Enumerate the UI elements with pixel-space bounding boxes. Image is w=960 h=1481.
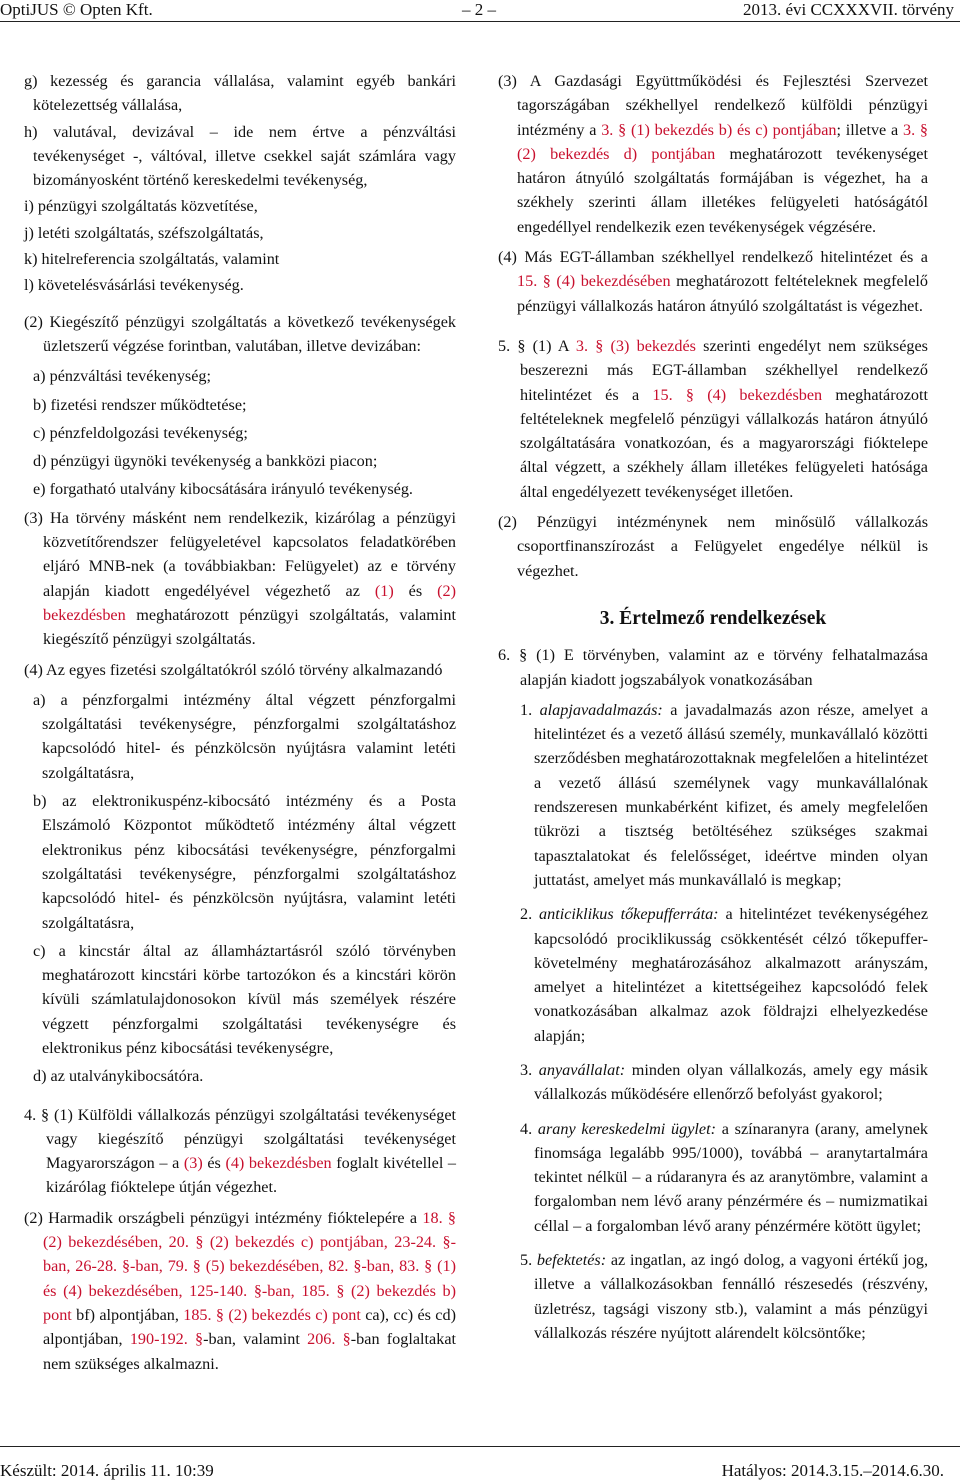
footer-rule (0, 1446, 960, 1447)
definition-4: 4. arany kereskedelmi ügylet: a színaranyra (arany, amelynek finomsága legalább 995/1000), továbbá – aranytartalmára tekintet nélkül – a rúdaranyra és az aranytömbre, valamint a forgalomban nem lévő arany pénzérmére és – numizmatikai céllal – a forgalomban lévő arany pénzérmére kötött ügylet; (520, 1119, 929, 1235)
item-2a: a) pénzváltási tevékenység; (33, 367, 211, 386)
validity-period: Hatályos: 2014.3.15.–2014.6.30. (721, 1461, 944, 1480)
section-5-paragraph-2: (2) Pénzügyi intézménynek nem minősülő vállalkozás csoportfinanszírozást a Felügyelet engedélye nélkül is végezhet. (498, 513, 928, 580)
item-k: k) hitelreferencia szolgáltatás, valamint (24, 250, 280, 269)
item-2c: c) pénzfeldolgozási tevékenység; (33, 423, 248, 442)
item-4d: d) az utalványkibocsátóra. (33, 1067, 204, 1086)
section-6: 6. § (1) E törvényben, valamint az e törvény felhatalmazása alapján kiadott jogszabályok vonatkozásában (498, 646, 928, 689)
page-header (0, 0, 960, 20)
item-4b: b) az elektronikuspénz-kibocsátó intézmény és a Posta Elszámoló Központot működtető intézmény által végzett elektronikus pénz kibocsátási tevékenységre, pénzforgalmi szolgáltatási tevékenységre, pénzforgalmi szolgáltatáshoz kapcsolódó hitel- és pénzkölcsön nyújtásra, valamint letéti szolgáltatásra, (33, 792, 456, 932)
reference-link[interactable]: 18. § (2) bekezdésében, 20. § (2) bekezdés c) pontjában, 23-24. §-ban, 26-28. §-ban, 79. § (5) bekezdésében, 82. §-ban, 83. § (1) és (4) bekezdésében, 125-140. §-ban, 185. § (2) bekezdés b) pont (43, 1208, 457, 1324)
section-heading: 3. Értelmező rendelkezések (599, 607, 827, 629)
item-2e: e) forgatható utalvány kibocsátására irányuló tevékenység. (33, 480, 413, 499)
paragraph-3-right: (3) A Gazdasági Együttműködési és Fejlesztési Szervezet tagországában székhellyel rendelkező külföldi pénzügyi intézmény a 3. § (1) bekezdés b) és c) pontjában; illetve a 3. § (2) bekezdés d) pontjában meghatározott tevékenységet határon átnyúló szolgáltatás formájában is végezhet, ha a székhely szerinti állam illetékes felügyeleti hatóságától engedéllyel rendelkezik ezen tevékenységek végzésére. (498, 72, 929, 236)
reference-link[interactable]: 190-192. § (129, 1330, 204, 1349)
header-rule (0, 21, 960, 22)
left-column (24, 69, 456, 1382)
reference-link[interactable]: 206. § (307, 1330, 351, 1349)
section-4-paragraph-2: (2) Harmadik országbeli pénzügyi intézmény fióktelepére a 18. § (2) bekezdésében, 20. § (2) bekezdés c) pontjában, 23-24. §-ban, 26-28. §-ban, 79. § (5) bekezdésében, 82. §-ban, 83. § (1) és (4) bekezdésében, 125-140. §-ban, 185. § (2) bekezdés b) pont bf) alpontjában, 185. § (2) bekezdés c) pont ca), cc) és cd) alpontjában, 190-192. §-ban, valamint 206. §-ban foglaltakat nem szükséges alkalmazni. (24, 1208, 457, 1373)
reference-link[interactable]: (3) (183, 1154, 203, 1173)
reference-link[interactable]: 3. § (1) bekezdés b) és c) pontjában (601, 120, 837, 139)
reference-link[interactable]: 15. § (4) bekezdésben (652, 385, 823, 404)
item-2d: d) pénzügyi ügynöki tevékenység a bankközi piacon; (33, 452, 378, 471)
publisher: OptiJUS © Opten Kft. (0, 0, 153, 19)
definition-2: 2. anticiklikus tőkepufferráta: a hitelintézet tevékenységéhez kapcsolódó prociklikusság csökkentését célzó tőkepuffer-követelmény meghatározásához alkalmazott arányszám, amelyet a hitelintézet a kitettségeihez kapcsolódó felek vonatkozásában alkalmaz azok földrajzi elhelyezkedése alapján; (520, 905, 929, 1045)
reference-link[interactable]: 15. § (4) bekezdésében (517, 272, 671, 291)
reference-link[interactable]: (2) bekezdésben (43, 581, 456, 624)
paragraph-4: (4) Az egyes fizetési szolgáltatókról szóló törvény alkalmazandó (24, 660, 443, 679)
paragraph-3: (3) Ha törvény másként nem rendelkezik, kizárólag a pénzügyi közvetítőrendszer felügyeletével kapcsolatos feladatkörében eljáró MNB-nek (a továbbiakban: Felügyelet) az e törvény alapján kiadott engedélyével végezhető az (1) és (2) bekezdésben meghatározott pénzügyi szolgáltatás, valamint kiegészítő pénzügyi szolgáltatás. (24, 508, 456, 649)
item-j: j) letéti szolgáltatás, széfszolgáltatás, (24, 223, 264, 242)
paragraph-4-right: (4) Más EGT-államban székhellyel rendelkező hitelintézet és a 15. § (4) bekezdésében meghatározott feltételeknek megfelelő pénzügyi vállalkozás határon átnyúló szolgáltatást is végezhet. (498, 248, 928, 315)
item-4a: a) a pénzforgalmi intézmény által végzett pénzforgalmi szolgáltatási tevékenységre, pénzforgalmi szolgáltatáshoz kapcsolódó hitel- és pénzkölcsön nyújtásra valamint letéti szolgáltatásra, (33, 690, 456, 782)
law-title: 2013. évi CCXXXVII. törvény (742, 0, 954, 19)
paragraph-2: (2) Kiegészítő pénzügyi szolgáltatás a következő tevékenységek üzletszerű végzése forintban, valutában, illetve devizában: (24, 312, 456, 355)
definition-1: 1. alapjavadalmazás: a javadalmazás azon része, amelyet a hitelintézet és a vezető állású személy, munkavállaló közötti szerződésben meghatározottaknak megfelelően a hitelintézet a vezető állású személynek vagy munkavállalónak rendszeresen munkabérként kifizet, és amely megfelelően tükrözi a tisztség betöltéséhez szükséges szakmai tapasztalatokat és felelősséget, ideértve minden olyan juttatást, amelyet más munkavállaló is megkap; (520, 700, 928, 889)
reference-link[interactable]: 185. § (2) bekezdés c) pont (183, 1305, 361, 1324)
page-number: – 2 – (462, 0, 496, 19)
reference-link[interactable]: 3. § (2) bekezdés d) pontjában (517, 120, 929, 163)
item-g: g) kezesség és garancia vállalása, valamint egyéb bankári kötelezettség vállalása, (24, 72, 456, 115)
definition-5: 5. befektetés: az ingatlan, az ingó dolog, a vagyoni értékű jog, illetve a vállalkozásokban fennálló részesedés (részvény, üzletrész, tagsági viszony stb.), valamint a más pénzügyi vállalkozás részére nyújtott alárendelt kölcsöntőke; (520, 1251, 929, 1342)
item-l: l) követelésvásárlási tevékenység. (24, 276, 244, 295)
section-4: 4. § (1) Külföldi vállalkozás pénzügyi szolgáltatási tevékenységet vagy kiegészítő pénzügyi szolgáltatási tevékenységet Magyarországon – a (3) és (4) bekezdésben foglalt kivétellel – kizárólag fióktelepe útján végezhet. (24, 1105, 457, 1197)
reference-link[interactable]: 3. § (3) bekezdés (575, 336, 696, 355)
definition-3: 3. anyavállalat: minden olyan vállalkozás, amely egy másik vállalkozás működésére ellenőrző befolyást gyakorol; (520, 1060, 929, 1104)
item-i: i) pénzügyi szolgáltatás közvetítése, (24, 197, 258, 216)
reference-link[interactable]: (1) (374, 581, 394, 600)
right-column (498, 69, 928, 1355)
item-h: h) valutával, devizával – ide nem értve a pénzváltási tevékenységet -, váltóval, illetve csekkel saját számlára vagy bizományosként történő kereskedelmi tevékenység, (24, 122, 456, 190)
section-5: 5. § (1) A 3. § (3) bekezdés szerinti engedélyt nem szükséges beszerezni más EGT-államban székhellyel rendelkező hitelintézet és a 15. § (4) bekezdésben meghatározott feltételeknek megfelelő pénzügyi vállalkozás határon átnyúló szolgáltatására vonatkozóan, és a magyarországi fióktelepe által végzett, a székhely állam illetékes felügyeleti hatósága által engedélyezett tevékenységet illetően. (498, 336, 928, 501)
item-4c: c) a kincstár által az államháztartásról szóló törvényben meghatározott kincstári körbe tartozókon és a kincstári körön kívüli számlatulajdonosokon kívül más személyek részére végzett pénzforgalmi szolgáltatási tevékenységre és elektronikus pénz kibocsátási tevékenységre, (33, 941, 456, 1057)
reference-link[interactable]: (4) bekezdésben (225, 1154, 332, 1173)
item-2b: b) fizetési rendszer működtetése; (33, 395, 247, 414)
created-date: Készült: 2014. április 11. 10:39 (0, 1461, 214, 1480)
